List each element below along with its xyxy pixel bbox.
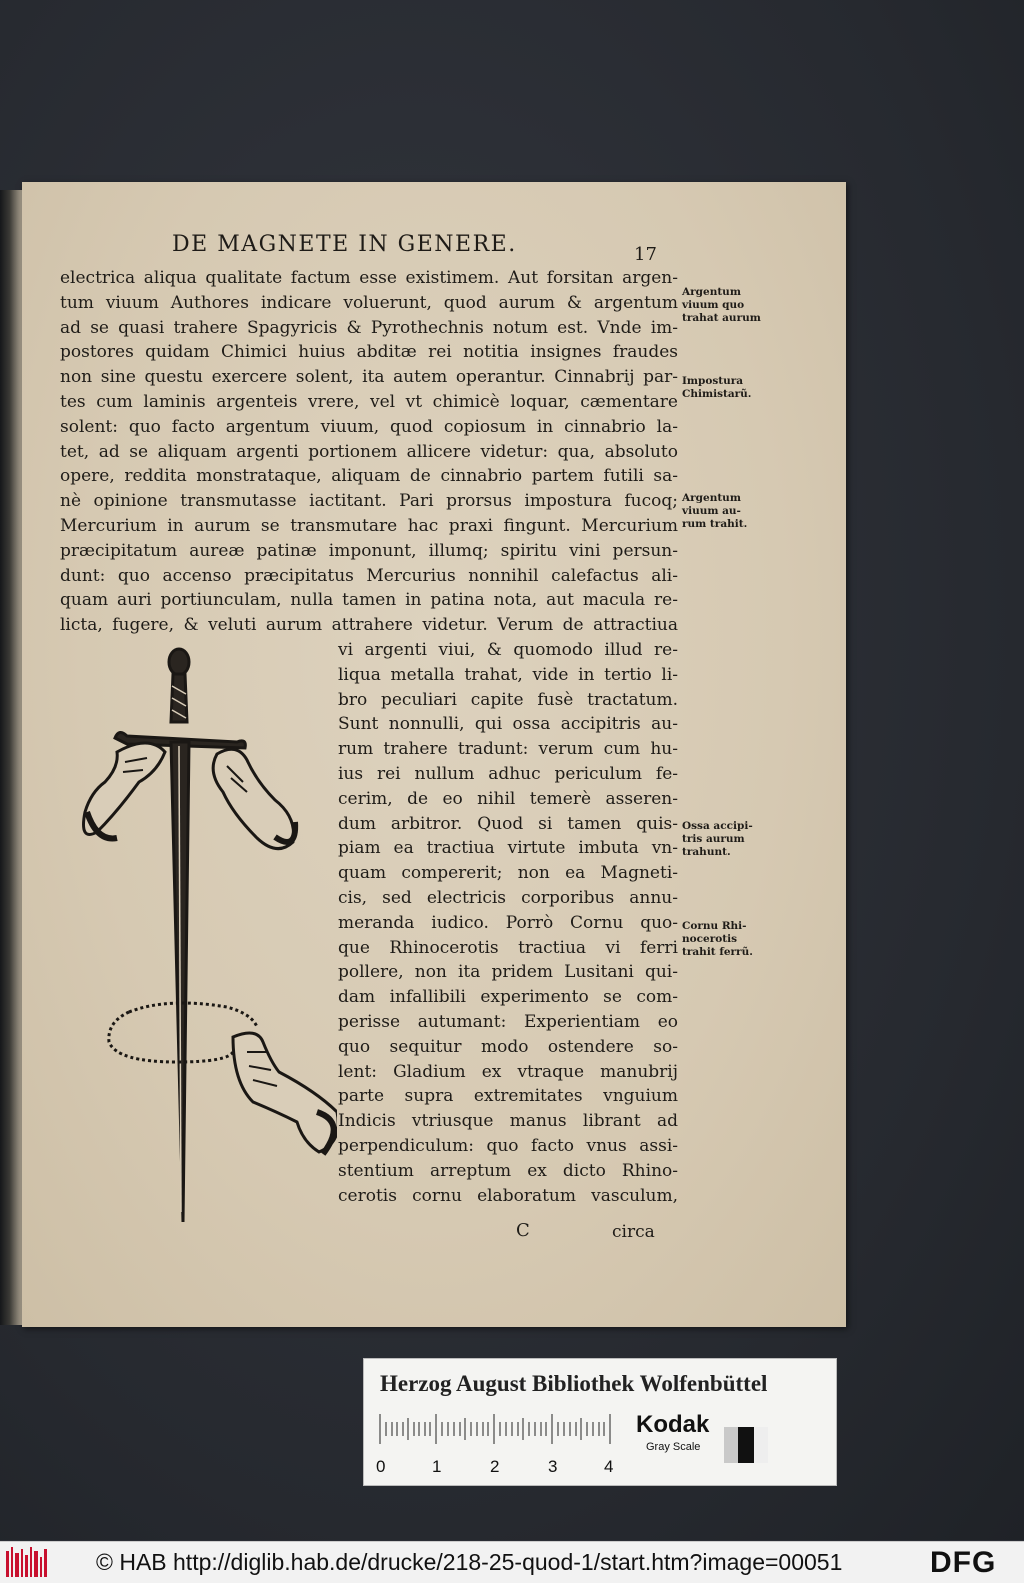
text-line: Sunt nonnulli, qui ossa accipitris au- xyxy=(338,714,678,735)
text-line: ius rei nullum adhuc periculum fe- xyxy=(338,763,678,784)
text-line: piam ea tractiua virtute imbuta vn- xyxy=(338,838,678,859)
dfg-logo: DFG xyxy=(930,1546,997,1579)
marginal-note xyxy=(682,375,792,401)
marginal-line: Chimistarũ. xyxy=(682,388,752,400)
footer-bar xyxy=(0,1541,1024,1583)
text-line: electrica aliqua qualitate factum esse existimem. Aut forsitan argen- xyxy=(60,268,678,288)
marginal-line: Argentum xyxy=(682,286,741,298)
text-line: perisse autumant: Experientiam eo xyxy=(338,1011,678,1032)
marginal-line: Argentum xyxy=(682,492,741,504)
text-line: nè opinione transmutasse iactitant. Pari prorsus impostura fucoq; xyxy=(60,491,678,512)
full-width-text-block xyxy=(60,266,678,638)
marginal-note xyxy=(682,492,792,531)
page-number: 17 xyxy=(634,244,657,265)
text-line: quam compererit; non ea Magneti- xyxy=(338,863,678,884)
marginal-line: tris aurum xyxy=(682,833,745,845)
marginal-line: nocerotis xyxy=(682,933,737,945)
narrow-text-block xyxy=(338,638,678,1208)
marginal-note xyxy=(682,920,792,959)
text-line: quo sequitur modo ostendere so- xyxy=(338,1036,678,1057)
text-line: postores quidam Chimici huius abditæ rei notitia insignes fraudes xyxy=(60,342,678,363)
text-line: tes cum laminis argenteis vrere, vel vt chimicè loquar, cæmentare xyxy=(60,391,678,412)
text-line: bro peculiari capite fusè tractatum. xyxy=(338,689,678,710)
library-name: Herzog August Bibliothek Wolfenbüttel xyxy=(380,1371,768,1396)
text-line: liqua metalla trahat, vide in tertio li- xyxy=(338,664,678,685)
marginal-line: rum trahit. xyxy=(682,518,748,530)
text-line: cerotis cornu elaboratum vasculum, xyxy=(338,1185,678,1206)
text-line: tum viuum Authores indicare voluerunt, quod aurum & argentum xyxy=(60,292,678,313)
text-line: quam auri portiunculam, nulla tamen in patina nota, aut macula re- xyxy=(60,590,678,611)
marginal-line: viuum au- xyxy=(682,505,741,517)
woodcut-sword-illustration xyxy=(57,642,337,1232)
marginal-note xyxy=(682,286,792,325)
text-line: tet, ad se aliquam argenti portionem allicere videtur: qua, absoluto xyxy=(60,441,678,462)
text-line: dunt: quo accenso præcipitatus Mercurius nonnihil calefactus ali- xyxy=(60,565,678,586)
text-line: dum arbitror. Quod si tamen quis- xyxy=(338,813,678,834)
text-line: præcipitatum aureæ patinæ imponunt, illumq; spiritu vini persun- xyxy=(60,540,678,561)
scale-number: 1 xyxy=(432,1457,442,1476)
library-color-card xyxy=(363,1358,837,1486)
text-line: Indicis vtriusque manus librant ad xyxy=(338,1111,678,1132)
marginal-line: trahat aurum xyxy=(682,312,761,324)
text-line: perpendiculum: quo facto vnus assi- xyxy=(338,1135,678,1156)
scale-number: 2 xyxy=(490,1457,500,1476)
text-line: vi argenti viui, & quomodo illud re- xyxy=(338,640,678,660)
text-line: rum trahere tradunt: verum cum hu- xyxy=(338,739,678,760)
text-line: pollere, non ita pridem Lusitani qui- xyxy=(338,962,678,983)
scale-number: 3 xyxy=(548,1457,558,1476)
text-line: non sine questu exercere solent, ita autem operantur. Cinnabrij par- xyxy=(60,367,678,388)
text-line: parte supra extremitates vnguium xyxy=(338,1086,678,1107)
marginal-line: Ossa accipi- xyxy=(682,820,753,832)
scale-number: 0 xyxy=(376,1457,386,1476)
text-line: que Rhinocerotis tractiua vi ferri xyxy=(338,937,678,958)
copyright-url[interactable]: © HAB http://diglib.hab.de/drucke/218-25-quod-1/start.htm?image=00051 xyxy=(96,1549,843,1575)
gray-scale-label: Gray Scale xyxy=(646,1441,701,1453)
kodak-logo: Kodak xyxy=(636,1411,710,1438)
text-line: cerim, de eo nihil temerè asseren- xyxy=(338,788,678,809)
text-line: solent: quo facto argentum viuum, quod copiosum in cinnabrio la- xyxy=(60,416,678,437)
book-page xyxy=(22,182,846,1327)
barcode-icon xyxy=(6,1547,50,1579)
catchword: circa xyxy=(612,1222,655,1242)
text-line: stentium arreptum ex dicto Rhino- xyxy=(338,1160,678,1181)
scale-number: 4 xyxy=(604,1457,614,1476)
marginal-line: trahit ferrũ. xyxy=(682,946,753,958)
signature-mark: C xyxy=(516,1220,530,1241)
text-line: dam infallibili experimento se com- xyxy=(338,987,678,1008)
book-spine-edge xyxy=(0,190,24,1325)
text-line: cis, sed electricis corporibus annu- xyxy=(338,887,678,908)
text-line: Mercurium in aurum se transmutare hac praxi fingunt. Mercurium xyxy=(60,515,678,536)
text-line: meranda iudico. Porrò Cornu quo- xyxy=(338,912,678,933)
marginal-line: trahunt. xyxy=(682,846,731,858)
text-line: ad se quasi trahere Spagyricis & Pyrothechnis notum est. Vnde im- xyxy=(60,317,678,338)
marginal-line: Cornu Rhi- xyxy=(682,920,747,932)
marginal-note xyxy=(682,820,792,859)
text-line: licta, fugere, & veluti aurum attrahere videtur. Verum de attractiua xyxy=(60,615,678,636)
gray-patch xyxy=(724,1427,768,1463)
marginal-line: viuum quo xyxy=(682,299,745,311)
text-line: lent: Gladium ex vtraque manubrij xyxy=(338,1061,678,1082)
ruler-scale xyxy=(378,1414,618,1454)
running-header: DE MAGNETE IN GENERE. xyxy=(172,232,517,257)
marginal-line: Impostura xyxy=(682,375,744,387)
text-line: opere, reddita monstrataque, aliquam de cinnabrio partem futili sa- xyxy=(60,466,678,487)
